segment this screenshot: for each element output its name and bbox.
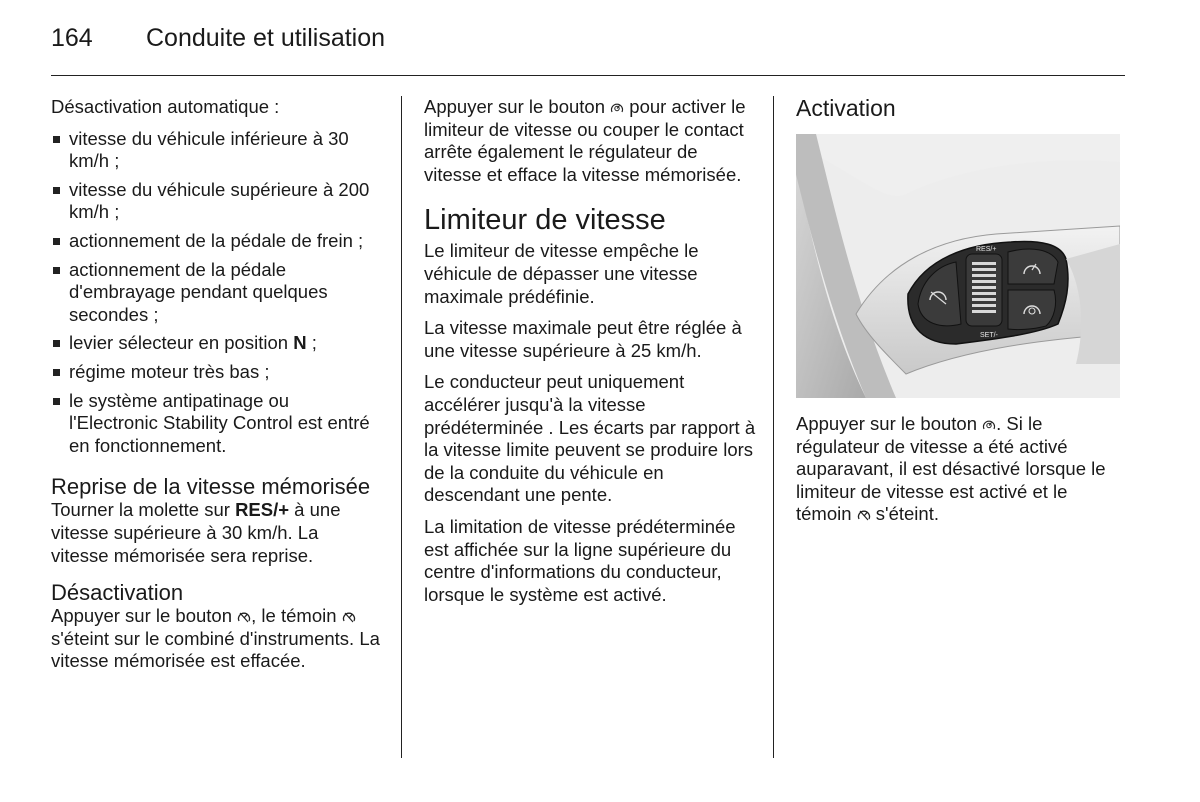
paragraph: Le conducteur peut uniquement accélérer jusqu'à la vitesse prédéterminée . Les écarts par rapport à la vitesse limite peuvent se produire lors de la conduite du véhicule en descendant une pente. [424,371,756,506]
cruise-off-icon [857,509,871,521]
paragraph: Le limiteur de vitesse empêche le véhicule de dépasser une vitesse maximale prédéfinie. [424,240,699,307]
steering-wheel-figure [796,134,1120,398]
paragraph-text: Appuyer sur le bouton [796,413,983,434]
res-plus-label: RES/+ [235,499,290,521]
speed-limiter-heading: Limiteur de vitesse [424,204,666,237]
cruise-off-icon [342,611,356,623]
column-divider-1 [401,96,402,758]
header-rule [51,75,1125,76]
list-item: vitesse du véhicule inférieure à 30 km/h ; [51,128,381,173]
steering-wheel-icon [796,134,1120,398]
paragraph-text: s'éteint. [870,503,939,525]
deactivation-paragraph [51,605,381,673]
reprise-text: à une vitesse supérieure à 30 km/h. La vitesse mémorisée sera reprise. [51,499,341,566]
paragraph-text: Appuyer sur le bouton [424,96,611,117]
list-item: le système antipatinage ou l'Electronic Stability Control est entré en fonctionnement. [51,390,381,458]
column-1 [51,96,381,682]
page-number: 164 [51,24,93,52]
column-3 [796,96,1128,535]
reprise-paragraph [51,499,381,567]
paragraph: La vitesse maximale peut être réglée à une vitesse supérieure à 25 km/h. [424,317,742,361]
speed-limiter-icon [610,102,624,114]
list-item: régime moteur très bas ; [51,361,381,384]
list-item: vitesse du véhicule supérieure à 200 km/h ; [51,179,381,224]
deactivation-text: Appuyer sur le bouton [51,605,238,627]
list-item: actionnement de la pédale de frein ; [51,230,381,253]
speed-limiter-icon [982,419,996,431]
res-plus-marking: RES/+ [976,246,997,253]
paragraph-text: . Si le régulateur de vitesse a été activé auparavant, il est désactivé lorsque le limiteur de vitesse est activé et le témoin [796,413,1106,525]
page-title: Conduite et utilisation [146,24,386,52]
activation-paragraph [796,413,1128,526]
intro-paragraph [424,96,756,186]
paragraph: La limitation de vitesse prédéterminée est affichée sur la ligne supérieure du centre d'informations du conducteur, lorsque le système est activé. [424,515,736,605]
list-item [51,332,381,355]
column-divider-2 [773,96,774,758]
page-header [51,24,385,58]
list-item: actionnement de la pédale d'embrayage pendant quelques secondes ; [51,259,381,327]
column-2 [424,96,756,615]
paragraph-text: pour activer le limiteur de vitesse ou couper le contact arrête également le régulateur de vitesse et efface la vitesse mémorisée. [424,96,746,185]
auto-deactivation-intro: Désactivation automatique : [51,96,280,117]
deactivation-text: s'éteint sur le combiné d'instruments. La vitesse mémorisée est effacée. [51,627,380,672]
list-item-end: ; [306,332,317,354]
set-minus-marking: SET/- [980,332,998,339]
deactivation-text: , le témoin [251,605,342,627]
activation-heading: Activation [796,95,896,121]
list-item-text: levier sélecteur en position [69,332,289,354]
reprise-heading: Reprise de la vitesse mémorisée [51,474,371,500]
gear-position-n: N [293,332,307,354]
deactivation-heading: Désactivation [51,580,184,606]
reprise-text: Tourner la molette sur [51,499,236,521]
auto-deactivation-list [51,128,381,458]
cruise-off-icon [237,611,251,623]
